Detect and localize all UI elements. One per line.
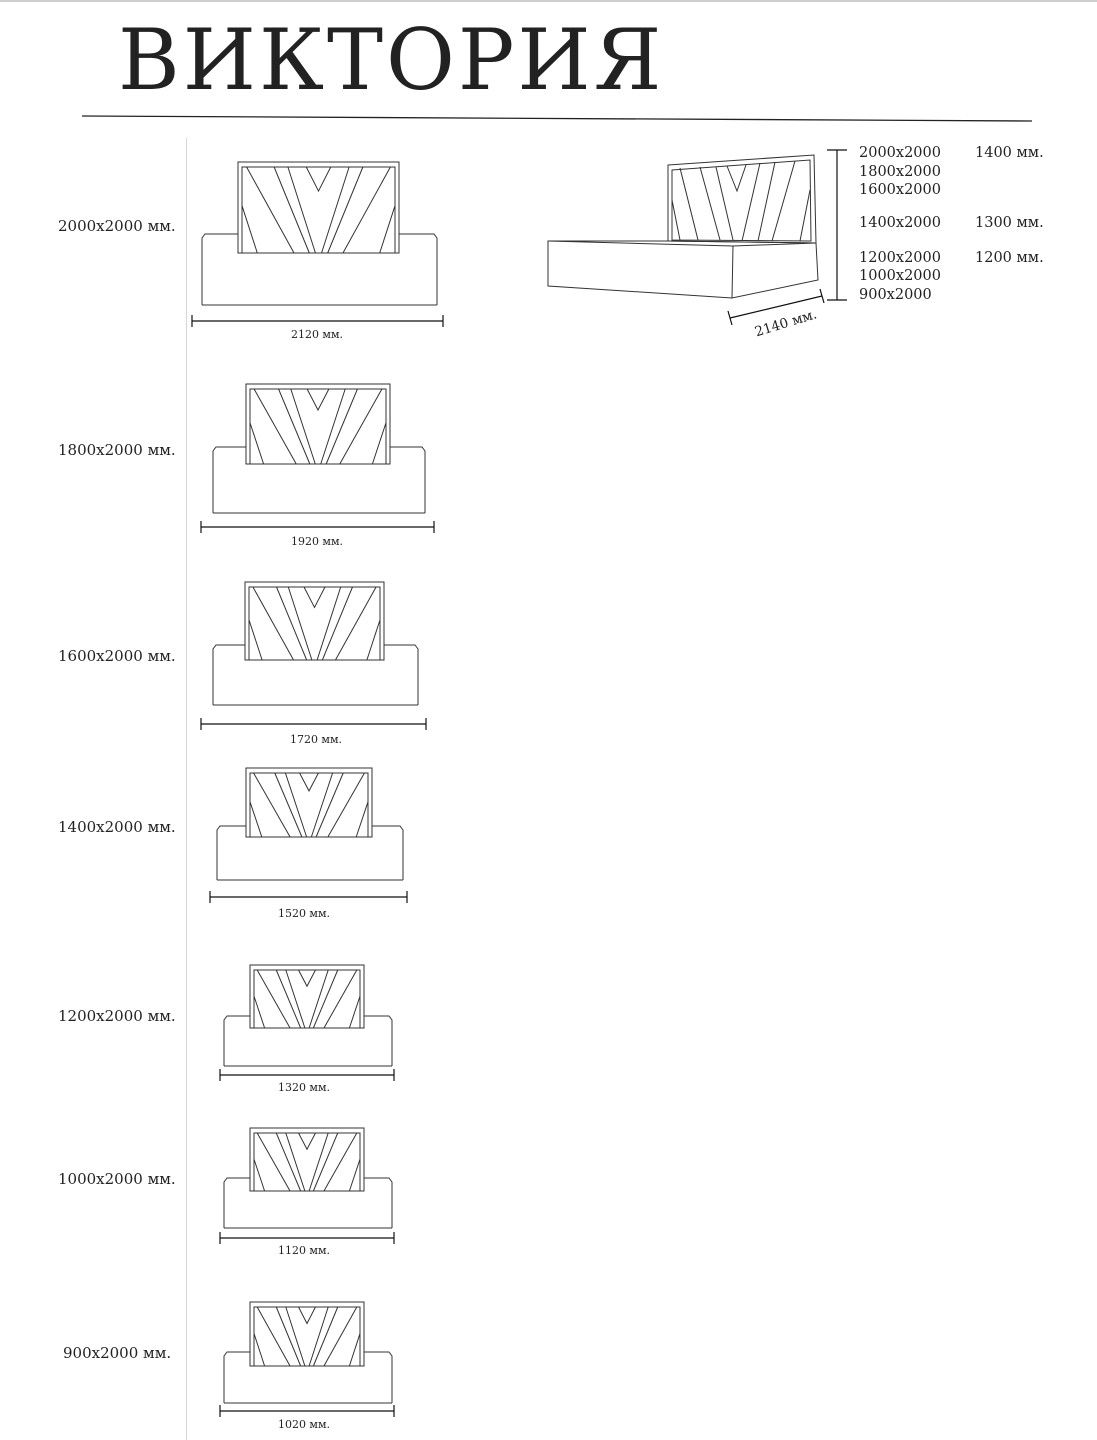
column-divider bbox=[186, 138, 187, 1440]
chevron-line bbox=[349, 1159, 360, 1191]
headboard-panel bbox=[250, 389, 386, 464]
headboard-frame bbox=[250, 1302, 364, 1366]
chevron-line bbox=[250, 802, 262, 837]
chevron-center bbox=[304, 587, 325, 607]
headboard-panel bbox=[249, 587, 380, 660]
chevron-line bbox=[672, 200, 680, 240]
bed-base-left bbox=[213, 447, 246, 513]
chevron-line bbox=[250, 423, 264, 464]
bed-size-label: 1800х2000 мм. bbox=[58, 441, 176, 459]
chevron-pattern bbox=[254, 970, 360, 1028]
headboard-frame bbox=[246, 768, 372, 837]
chevron-center bbox=[299, 970, 316, 986]
headboard-frame bbox=[245, 582, 384, 660]
bed-base-left bbox=[224, 1016, 250, 1066]
bed-size-label: 1200х2000 мм. bbox=[58, 1007, 176, 1025]
bed-base-left bbox=[224, 1178, 250, 1228]
chevron-line bbox=[700, 167, 720, 240]
chevron-line bbox=[242, 206, 257, 253]
bed-base-left bbox=[202, 234, 238, 305]
chevron-center bbox=[300, 773, 319, 791]
headboard-panel bbox=[250, 773, 368, 837]
chevron-line bbox=[380, 206, 395, 253]
chevron-line bbox=[800, 190, 810, 241]
bed-front-view bbox=[220, 1302, 394, 1417]
bed-width-label: 1720 мм. bbox=[289, 733, 343, 746]
spec-size: 1800х2000 bbox=[859, 164, 941, 180]
spec-size: 1000х2000 bbox=[859, 268, 941, 284]
bed-size-label: 1600х2000 мм. bbox=[58, 647, 176, 665]
chevron-line bbox=[343, 167, 390, 253]
chevron-line bbox=[772, 161, 795, 241]
chevron-pattern bbox=[250, 389, 386, 464]
chevron-line bbox=[742, 163, 760, 241]
bed-base-right bbox=[399, 234, 437, 305]
chevron-line bbox=[349, 996, 360, 1028]
bed-base-right bbox=[390, 447, 425, 513]
page-title: ВИКТОРИЯ bbox=[118, 11, 665, 109]
bed-size-label: 2000х2000 мм. bbox=[58, 217, 176, 235]
chevron-center bbox=[307, 389, 329, 410]
headboard-panel bbox=[254, 1133, 360, 1191]
perspective-base-edge bbox=[733, 243, 816, 246]
chevron-line bbox=[247, 167, 294, 253]
spec-size: 1400х2000 bbox=[859, 215, 941, 231]
perspective-headboard-panel bbox=[672, 160, 811, 241]
spec-height: 1400 мм. bbox=[975, 145, 1044, 161]
bed-base-right bbox=[372, 826, 403, 880]
chevron-line bbox=[680, 168, 698, 240]
bed-front-view bbox=[201, 384, 434, 533]
spec-height: 1300 мм. bbox=[975, 215, 1044, 231]
bed-base-left bbox=[213, 645, 245, 705]
perspective-length-label: 2140 мм. bbox=[753, 306, 819, 341]
spec-size: 2000х2000 bbox=[859, 145, 941, 161]
chevron-pattern bbox=[249, 587, 380, 660]
chevron-pattern bbox=[254, 1307, 360, 1366]
chevron-line bbox=[356, 802, 368, 837]
spec-size: 1600х2000 bbox=[859, 182, 941, 198]
bed-width-label: 1520 мм. bbox=[277, 907, 331, 920]
bed-width-label: 1120 мм. bbox=[277, 1244, 331, 1257]
chevron-line bbox=[758, 162, 775, 241]
chevron-line bbox=[254, 1334, 265, 1366]
bed-base-right bbox=[364, 1016, 392, 1066]
bed-width-label: 1020 мм. bbox=[277, 1418, 331, 1431]
title-underline bbox=[82, 116, 1032, 121]
bed-size-label: 1400х2000 мм. bbox=[58, 818, 176, 836]
bed-front-view bbox=[192, 162, 443, 327]
chevron-center bbox=[306, 167, 330, 191]
bed-perspective-view bbox=[548, 150, 847, 325]
chevron-pattern bbox=[250, 773, 368, 837]
chevron-line bbox=[716, 167, 733, 240]
bed-front-view bbox=[220, 965, 394, 1081]
bed-front-view bbox=[201, 582, 426, 730]
chevron-line bbox=[254, 1159, 265, 1191]
bed-base-left bbox=[224, 1352, 250, 1403]
bed-size-label: 1000х2000 мм. bbox=[58, 1170, 176, 1188]
bed-width-label: 1920 мм. bbox=[290, 535, 344, 548]
perspective-base bbox=[548, 241, 818, 298]
bed-base-left bbox=[217, 826, 246, 880]
spec-height: 1200 мм. bbox=[975, 250, 1044, 266]
headboard-frame bbox=[238, 162, 399, 253]
chevron-center bbox=[299, 1307, 316, 1324]
headboard-panel bbox=[254, 1307, 360, 1366]
chevron-center bbox=[299, 1133, 316, 1149]
bed-front-view bbox=[210, 768, 407, 903]
headboard-panel bbox=[242, 167, 395, 253]
spec-size: 1200х2000 bbox=[859, 250, 941, 266]
perspective-chevrons bbox=[672, 161, 810, 241]
chevron-line bbox=[367, 620, 380, 660]
perspective-base-edge bbox=[732, 246, 733, 298]
bed-size-label: 900х2000 мм. bbox=[63, 1344, 172, 1362]
headboard-frame bbox=[250, 965, 364, 1028]
bed-base-right bbox=[384, 645, 418, 705]
bed-front-view bbox=[220, 1128, 394, 1244]
chevron-line bbox=[349, 1334, 360, 1366]
chevron-line bbox=[249, 620, 262, 660]
bed-width-label: 2120 мм. bbox=[290, 328, 344, 341]
bed-base-right bbox=[364, 1352, 392, 1403]
chevron-center bbox=[727, 165, 746, 191]
chevron-line bbox=[254, 996, 265, 1028]
spec-size: 900х2000 bbox=[859, 287, 932, 303]
chevron-line bbox=[372, 423, 386, 464]
bed-base-right bbox=[364, 1178, 392, 1228]
chevron-pattern bbox=[254, 1133, 360, 1191]
headboard-frame bbox=[246, 384, 390, 464]
headboard-panel bbox=[254, 970, 360, 1028]
bed-width-label: 1320 мм. bbox=[277, 1081, 331, 1094]
chevron-pattern bbox=[242, 167, 395, 253]
headboard-frame bbox=[250, 1128, 364, 1191]
